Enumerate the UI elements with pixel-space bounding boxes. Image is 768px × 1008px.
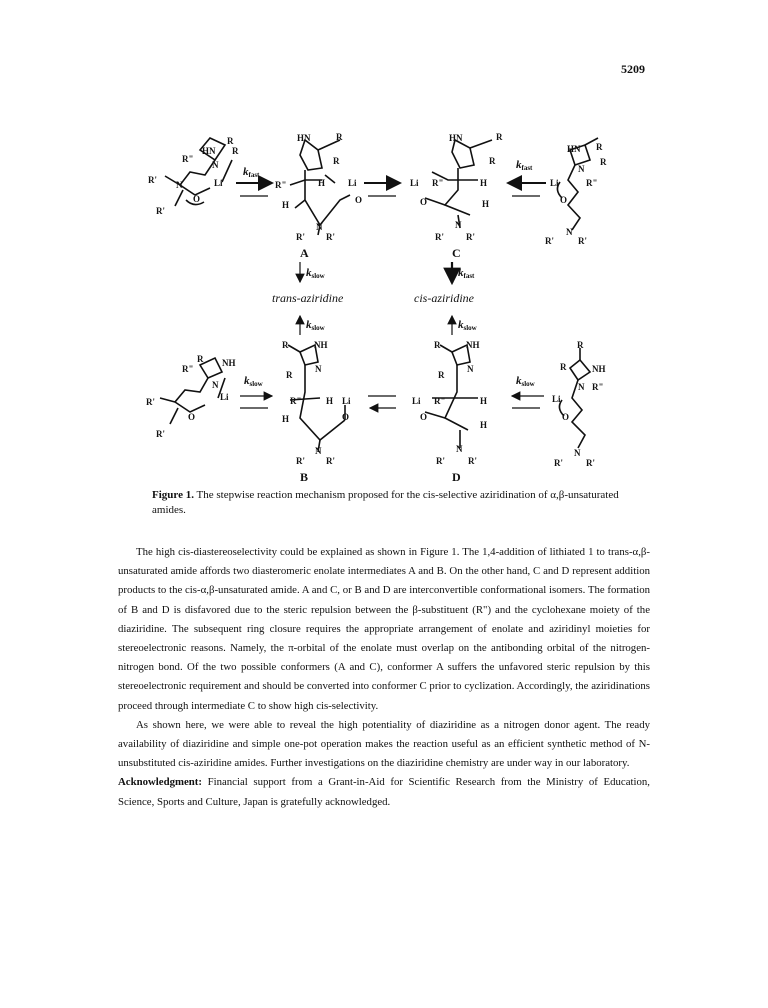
atom-R: R: [227, 136, 234, 146]
atom-O: O: [562, 412, 570, 422]
atom-R1: R': [545, 236, 554, 246]
atom-R2: R": [182, 364, 194, 374]
atom-Li: Li: [342, 396, 351, 406]
atom-N: N: [467, 364, 474, 374]
atom-N: N: [566, 227, 573, 237]
atom-Li: Li: [348, 178, 357, 188]
atom-H: H: [480, 178, 488, 188]
acknowledgment-text: Financial support from a Grant-in-Aid for Scientific Research from the Ministry of Education, Science, Sports and Culture, Japan is gratefully acknowledged.: [118, 776, 650, 808]
atom-R: R: [197, 354, 204, 364]
atom-R2: R": [434, 396, 446, 406]
label-B: B: [300, 470, 309, 484]
atom-N: N: [578, 164, 585, 174]
atom-R1: R': [156, 429, 165, 439]
atom-R2: R": [275, 180, 287, 190]
figure-label: Figure 1.: [152, 489, 194, 501]
atom-O: O: [188, 412, 196, 422]
label-A: A: [300, 246, 309, 260]
atom-R1: R': [326, 232, 335, 242]
atom-R1: R': [586, 458, 595, 468]
paragraph: The high cis-diastereoselectivity could be explained as shown in Figure 1. The 1,4-addition of lithiated 1 to trans-α,β-unsaturated amide affords two diasteromeric enolate intermediates A and B. On the other hand, C and D represent addition products to the cis-α,β-unsaturated amide. A and C, or B and D are interconvertible conformational isomers. The formation of B and D is disfavored due to the steric repulsion between the β-substituent (R") and the cyclohexane moiety of the diaziridine. The subsequent ring closure requires the appropriate arrangement of enolate and aziridinyl moieties for stereoelectronic reasons. Namely, the π-orbital of the enolate must overlap on the antibonding orbital of the nitrogen-nitrogen bond. Of the two possible conformers (A and C), conformer A suffers the unfavored steric repulsion by this stereoelectronic requirement and should be converted into conformer C prior to cyclization. Accordingly, the aziridinations proceed through intermediate C to show high cis-selectivity.: [118, 546, 650, 712]
atom-R2: R": [586, 178, 598, 188]
atom-R2: R": [290, 396, 302, 406]
article-body: [118, 543, 650, 812]
atom-Li: Li: [412, 396, 421, 406]
rate-kslow: $k_{slow}$: [516, 375, 535, 388]
atom-R1: R': [156, 206, 165, 216]
atom-R1: R': [326, 456, 335, 466]
label-C: C: [452, 246, 461, 260]
atom-R1: R': [554, 458, 563, 468]
atom-N: N: [176, 180, 183, 190]
atom-R: R: [333, 156, 340, 166]
atom-R: R: [600, 157, 607, 167]
atom-HN: HN: [202, 146, 216, 156]
atom-N: N: [455, 220, 462, 230]
atom-NH: NH: [222, 358, 236, 368]
atom-R: R: [434, 340, 441, 350]
rate-kslow: $k_{slow}$: [458, 319, 477, 332]
rate-kfast: $k_{fast}$: [243, 166, 260, 179]
atom-R1: R': [436, 456, 445, 466]
atom-O: O: [420, 412, 428, 422]
atom-N: N: [456, 444, 463, 454]
atom-H: H: [282, 414, 290, 424]
atom-R1: R': [146, 397, 155, 407]
atom-O: O: [193, 194, 201, 204]
atom-R2: R": [182, 154, 194, 164]
atom-R: R: [286, 370, 293, 380]
atom-R1: R': [435, 232, 444, 242]
caption-text: The stepwise reaction mechanism proposed for the cis-selective aziridination of α,β-unsaturated amides.: [152, 489, 619, 516]
label-D: D: [452, 470, 461, 484]
atom-R1: R': [578, 236, 587, 246]
atom-O: O: [420, 197, 428, 207]
atom-R: R: [489, 156, 496, 166]
atom-HN: HN: [567, 144, 581, 154]
atom-R: R: [336, 132, 343, 142]
atom-N: N: [316, 222, 323, 232]
atom-O: O: [342, 412, 350, 422]
atom-R: R: [496, 132, 503, 142]
atom-R1: R': [468, 456, 477, 466]
page-number: 5209: [621, 62, 645, 76]
rate-kslow: $k_{slow}$: [306, 267, 325, 280]
atom-N: N: [574, 448, 581, 458]
atom-H: H: [326, 396, 334, 406]
atom-Li: Li: [410, 178, 419, 188]
atom-H: H: [480, 420, 488, 430]
atom-N: N: [315, 446, 322, 456]
acknowledgment-title: Acknowledgment:: [118, 776, 202, 789]
atom-N: N: [212, 380, 219, 390]
atom-HN: HN: [297, 133, 311, 143]
atom-N: N: [212, 160, 219, 170]
atom-NH: NH: [314, 340, 328, 350]
atom-H: H: [318, 178, 326, 188]
atom-R2: R": [432, 178, 444, 188]
atom-R: R: [560, 362, 567, 372]
atom-NH: NH: [466, 340, 480, 350]
atom-H: H: [282, 200, 290, 210]
atom-Li: Li: [550, 178, 559, 188]
product-cis-aziridine: cis-aziridine: [414, 291, 474, 305]
atom-O: O: [355, 195, 363, 205]
product-trans-aziridine: trans-aziridine: [272, 291, 344, 305]
intermediate-D: [425, 345, 478, 448]
atom-H: H: [482, 199, 490, 209]
atom-HN: HN: [449, 133, 463, 143]
rate-kslow: $k_{slow}$: [306, 319, 325, 332]
atom-R: R: [282, 340, 289, 350]
atom-H: H: [480, 396, 488, 406]
atom-Li: Li: [220, 392, 229, 402]
atom-R: R: [232, 146, 239, 156]
atom-Li: Li: [552, 394, 561, 404]
atom-R: R: [438, 370, 445, 380]
atom-R2: R": [592, 382, 604, 392]
atom-Li: Li: [214, 178, 223, 188]
atom-N: N: [578, 382, 585, 392]
rate-kfast: $k_{fast}$: [458, 267, 475, 280]
atom-O: O: [560, 195, 568, 205]
reaction-scheme: [0, 0, 768, 500]
figure-caption: [152, 488, 622, 517]
atom-R: R: [596, 142, 603, 152]
atom-R1: R': [148, 175, 157, 185]
atom-R: R: [577, 340, 584, 350]
atom-R1: R': [296, 456, 305, 466]
rate-kslow: $k_{slow}$: [244, 375, 263, 388]
atom-R1: R': [296, 232, 305, 242]
atom-R1: R': [466, 232, 475, 242]
atom-NH: NH: [592, 364, 606, 374]
acknowledgment: [118, 773, 650, 811]
paragraph: As shown here, we were able to reveal the high potentiality of diaziridine as a nitrogen donor agent. The ready availability of diaziridine and simple one-pot operation makes the reaction useful as an efficient synthetic method of N-unsubstituted cis-aziridine amides. Further investigations on the diaziridine chemistry are under way in our laboratory.: [118, 718, 650, 770]
atom-N: N: [315, 364, 322, 374]
rate-kfast: $k_{fast}$: [516, 159, 533, 172]
